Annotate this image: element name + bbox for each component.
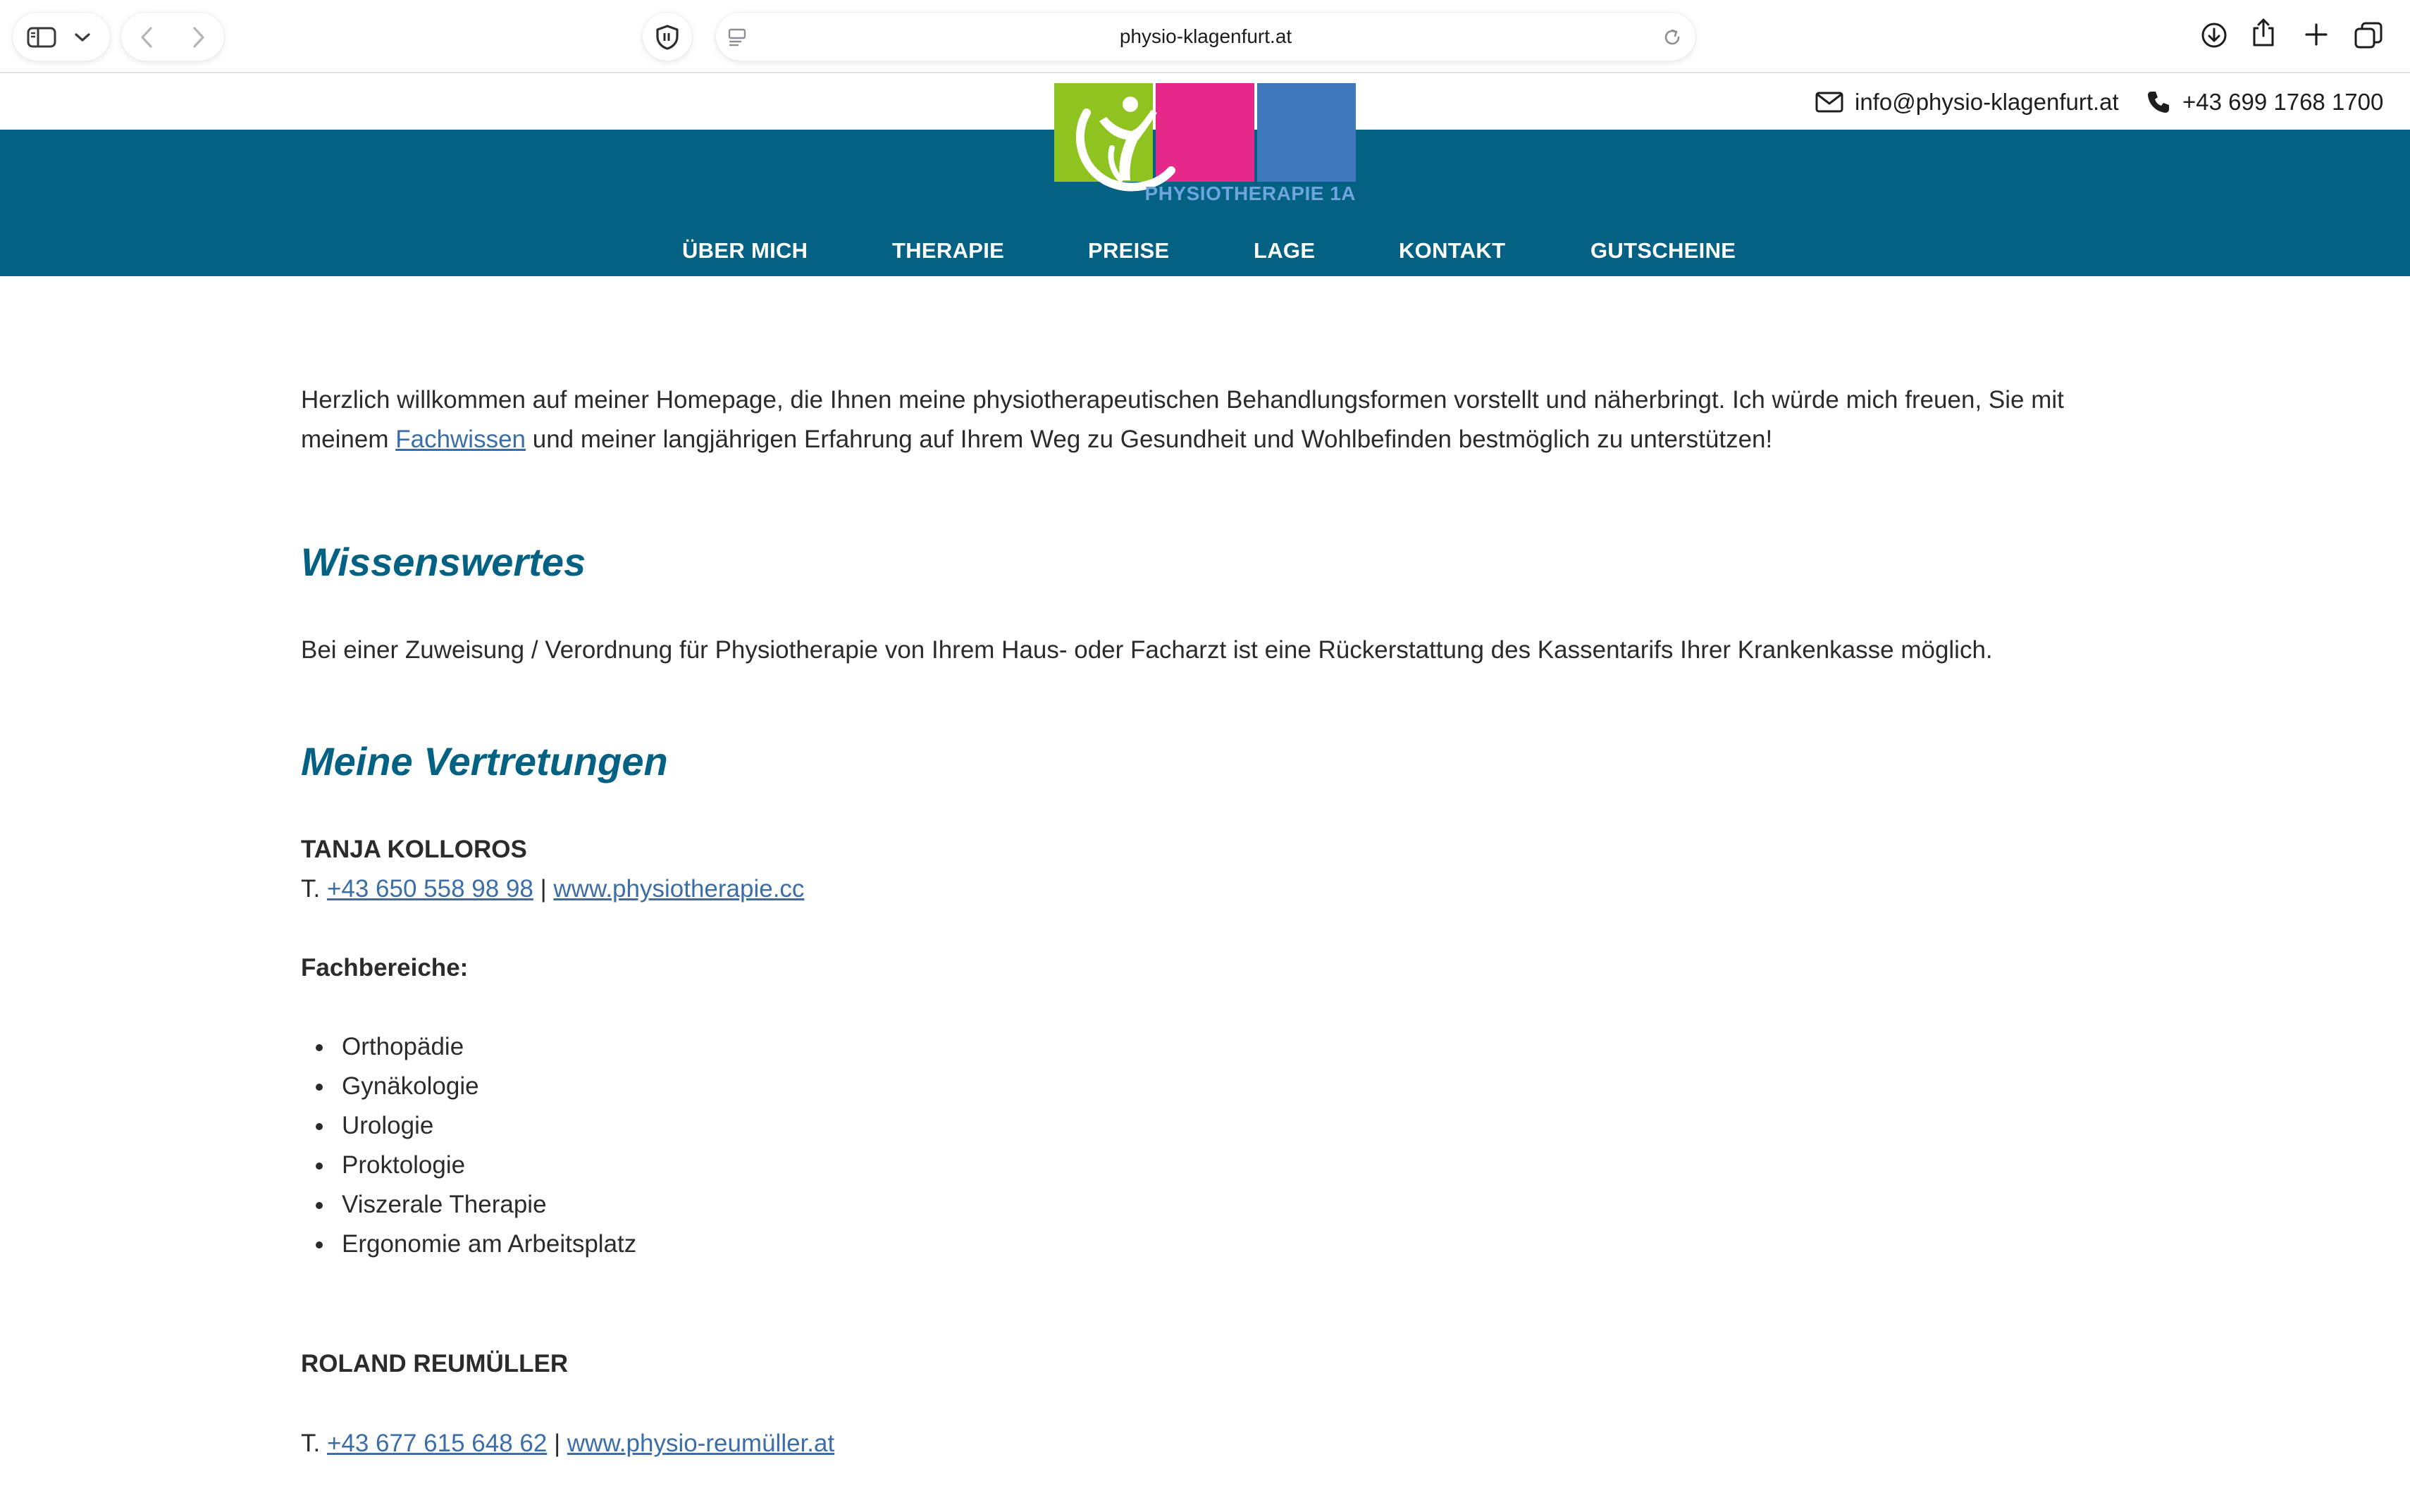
intro-paragraph: [301, 380, 2119, 459]
nav-item-lage[interactable]: LAGE: [1254, 238, 1316, 263]
vertretungen-heading: Meine Vertretungen: [301, 739, 668, 783]
wissenswertes-heading: Wissenswertes: [301, 540, 586, 584]
figure-icon: [1071, 89, 1182, 196]
back-icon[interactable]: [135, 25, 159, 49]
reload-icon[interactable]: [1662, 27, 1683, 48]
rep1-separator: |: [533, 875, 554, 903]
rep1-website-link[interactable]: www.physiotherapie.cc: [553, 875, 805, 903]
nav-item-gutscheine[interactable]: GUTSCHEINE: [1590, 238, 1736, 263]
rep2-contact: [301, 1424, 834, 1463]
intro-text-after: und meiner langjährigen Erfahrung auf Ihrem Weg zu Gesundheit und Wohlbefinden bestmöglich zu unterstützen!: [526, 426, 1773, 453]
fachwissen-link[interactable]: Fachwissen: [395, 426, 526, 453]
chevron-down-icon[interactable]: [73, 31, 92, 44]
browser-toolbar: [0, 0, 2410, 73]
list-item: Orthopädie: [301, 1027, 636, 1067]
fachbereiche-label: Fachbereiche:: [301, 954, 469, 981]
email-text: info@physio-klagenfurt.at: [1855, 89, 2119, 115]
phone-link[interactable]: [2146, 75, 2383, 130]
mail-icon: [1815, 91, 1843, 113]
fachbereiche-list: [301, 1027, 636, 1264]
email-link[interactable]: [1815, 75, 2119, 130]
list-item: Ergonomie am Arbeitsplatz: [301, 1225, 636, 1264]
list-item: Viszerale Therapie: [301, 1185, 636, 1225]
logo-blue-square: [1257, 83, 1356, 182]
rep1-contact: [301, 869, 804, 909]
privacy-button[interactable]: [643, 13, 692, 61]
phone-text: +43 699 1768 1700: [2182, 89, 2384, 115]
nav-item-therapie[interactable]: THERAPIE: [892, 238, 1005, 263]
history-nav: [121, 13, 224, 61]
rep2-website-link[interactable]: www.physio-reumüller.at: [567, 1430, 835, 1457]
nav-item-ueber-mich[interactable]: ÜBER MICH: [682, 238, 808, 263]
rep2-phone-link[interactable]: +43 677 615 648 62: [326, 1430, 548, 1457]
rep1-name: TANJA KOLLOROS: [301, 836, 527, 863]
site-logo[interactable]: [1054, 83, 1356, 206]
rep2-separator: |: [547, 1430, 567, 1457]
nav-item-kontakt[interactable]: KONTAKT: [1399, 238, 1506, 263]
main-content: [301, 380, 2119, 1457]
wissenswertes-text: Bei einer Zuweisung / Verordnung für Physiotherapie von Ihrem Haus- oder Facharzt ist eine Rückerstattung des Kassentarifs Ihrer Krankenkasse möglich.: [301, 636, 1993, 664]
download-icon[interactable]: [2200, 21, 2228, 49]
share-icon[interactable]: [2251, 17, 2276, 48]
intro-text-before: Herzlich willkommen auf meiner Homepage, die Ihnen meine physiotherapeutischen Behandlungsformen vorstellt und näherbringt. Ich würde mich freuen, Sie mit meinem: [301, 386, 2064, 453]
list-item: Proktologie: [301, 1146, 636, 1185]
rep1-phone-link[interactable]: +43 650 558 98 98: [326, 875, 533, 903]
phone-icon: [2146, 89, 2171, 115]
rep2-name: ROLAND REUMÜLLER: [301, 1350, 569, 1377]
tabs-icon[interactable]: [2354, 21, 2383, 51]
forward-icon[interactable]: [186, 25, 210, 49]
plus-icon[interactable]: [2303, 21, 2330, 48]
url-text: physio-klagenfurt.at: [1119, 25, 1292, 47]
main-navigation: [0, 230, 2410, 272]
nav-item-preise[interactable]: PREISE: [1088, 238, 1170, 263]
logo-text: PHYSIOTHERAPIE 1A: [1144, 182, 1356, 204]
list-item: Gynäkologie: [301, 1067, 636, 1106]
rep2-tel-prefix: T.: [301, 1430, 327, 1457]
address-bar[interactable]: [716, 13, 1695, 61]
sidebar-toggle-button[interactable]: [13, 13, 110, 61]
rep1-tel-prefix: T.: [301, 875, 327, 903]
sidebar-icon: [27, 27, 56, 48]
list-item: Urologie: [301, 1106, 636, 1146]
shield-icon: [655, 24, 680, 51]
